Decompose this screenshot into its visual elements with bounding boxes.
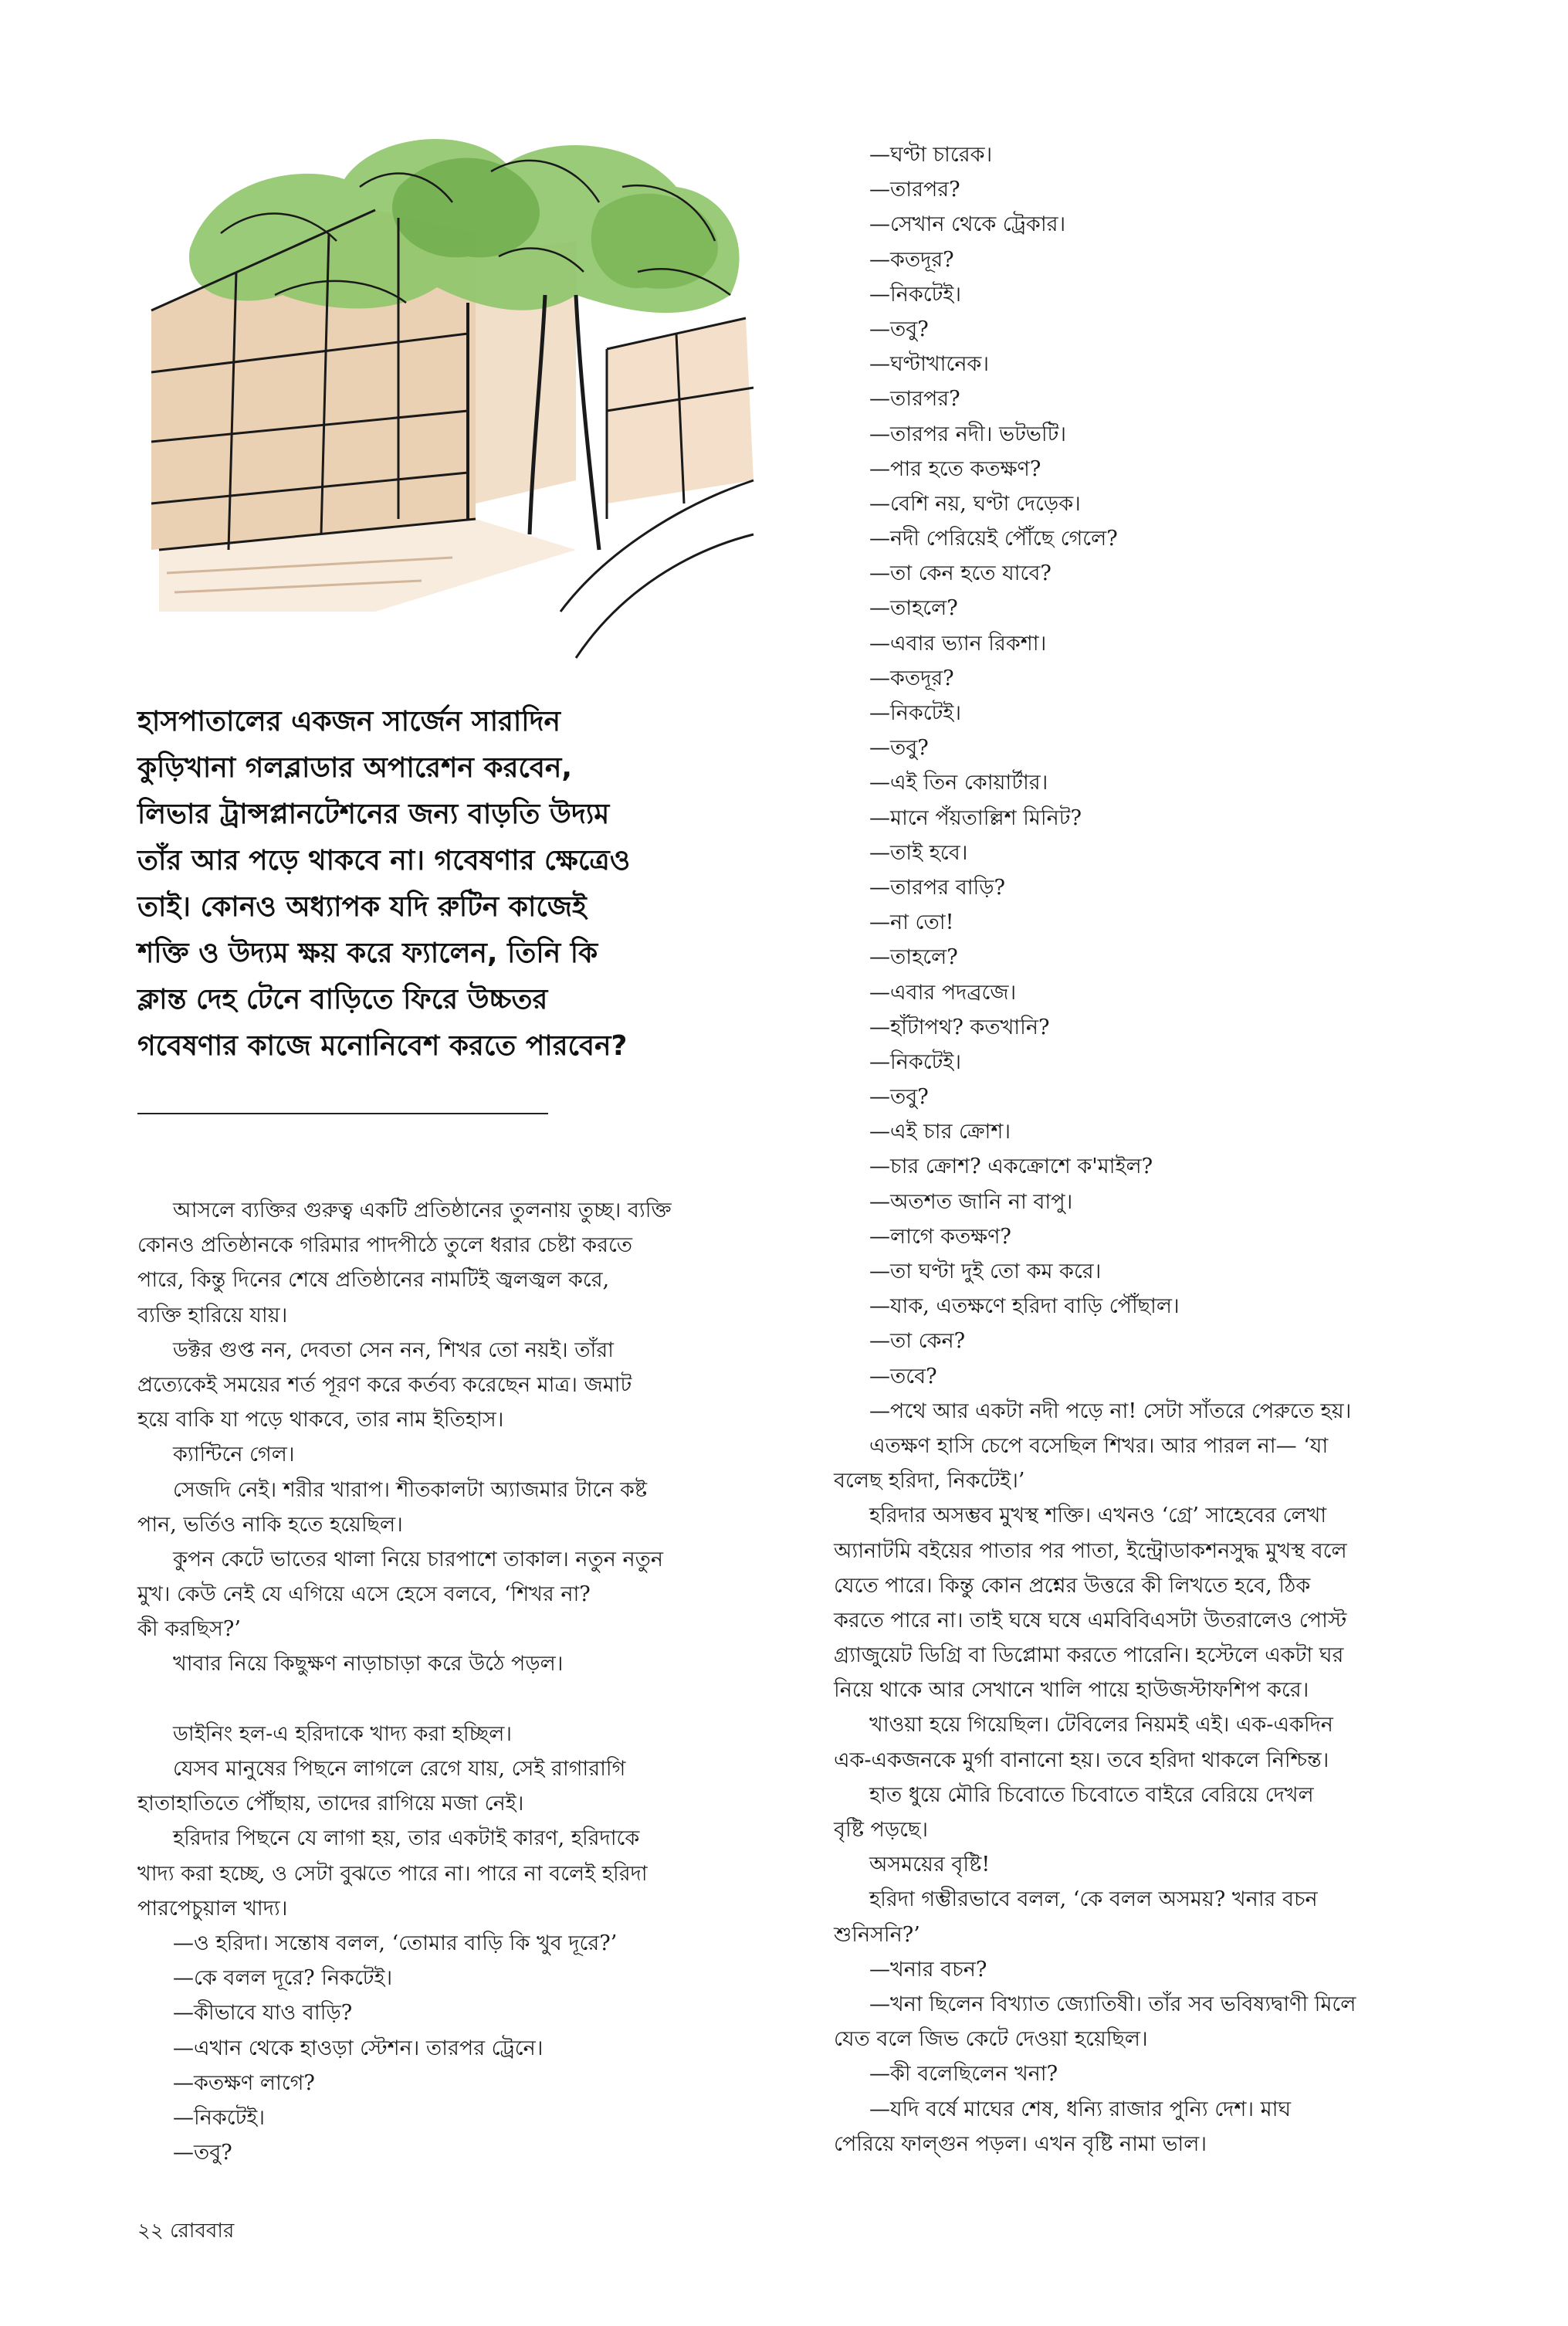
text-line: —এই চার ক্রোশ। [869, 1120, 1011, 1144]
text-line: ডাইনিং হল-এ হরিদাকে খাদ্য করা হচ্ছিল। [173, 1721, 512, 1746]
text-line: —নদী পেরিয়েই পৌঁছে গেলে? [869, 527, 1118, 551]
text-line: খাদ্য করা হচ্ছে, ও সেটা বুঝতে পারে না। পারে না বলেই হরিদা [137, 1861, 648, 1886]
text-line: এতক্ষণ হাসি চেপে বসেছিল শিখর। আর পারল না— ‘যা [869, 1433, 1329, 1458]
text-line: যেত বলে জিভ কেটে দেওয়া হয়েছিল। [834, 2027, 1148, 2052]
text-line: —সেখান থেকে ট্রেকার। [869, 212, 1066, 237]
sketch-illustration [144, 117, 758, 673]
text-line: —তবু? [869, 317, 929, 341]
text-line: —তা কেন? [869, 1329, 966, 1354]
text-line: —কে বলল দূরে? নিকটেই। [173, 1966, 393, 1991]
left-column-text [137, 1193, 755, 2170]
text-line: করতে পারে না। তাই ঘষে ঘষে এমবিবিএসটা উতরালেও পোস্ট [834, 1608, 1347, 1633]
text-line: —তা কেন হতে যাবে? [869, 561, 1052, 586]
text-line: সেজদি নেই। শরীর খারাপ। শীতকালটা অ্যাজমার টানে কষ্ট [173, 1477, 648, 1502]
text-line: হয়ে বাকি যা পড়ে থাকবে, তার নাম ইতিহাস। [137, 1408, 504, 1433]
text-line: বলেছ হরিদা, নিকটেই।’ [834, 1469, 1025, 1494]
text-line: —খনা ছিলেন বিখ্যাত জ্যোতিষী। তাঁর সব ভবিষ্যদ্বাণী মিলে [869, 1992, 1356, 2016]
text-line: —ঘণ্টা চারেক। [869, 143, 993, 167]
text-line: হাতাহাতিতে পৌঁছায়, তাদের রাগিয়ে মজা নেই। [137, 1792, 524, 1816]
pull-quote-line: শক্তি ও উদ্যম ক্ষয় করে ফ্যালেন, তিনি কি [137, 938, 598, 969]
text-line: —খনার বচন? [869, 1957, 987, 1982]
text-line: —নিকটেই। [869, 701, 961, 725]
text-line: —তাহলে? [869, 596, 958, 621]
text-line: —ও হরিদা। সন্তোষ বলল, ‘তোমার বাড়ি কি খুব দূরে?’ [173, 1931, 618, 1955]
text-line: কী করছিস?’ [137, 1617, 241, 1642]
text-line: —পার হতে কতক্ষণ? [869, 456, 1041, 481]
text-line: —পথে আর একটা নদী পড়ে না! সেটা সাঁতরে পেরুতে হয়। [869, 1399, 1352, 1423]
separator-rule [137, 1113, 548, 1114]
text-line: অসময়ের বৃষ্টি! [869, 1853, 991, 1877]
pull-quote-line: ক্লান্ত দেহ টেনে বাড়িতে ফিরে উচ্চতর [137, 984, 548, 1016]
pull-quote-line: তাই। কোনও অধ্যাপক যদি রুটিন কাজেই [137, 891, 587, 923]
text-line: —অতশত জানি না বাপু। [869, 1189, 1073, 1214]
text-line: —ঘণ্টাখানেক। [869, 352, 989, 377]
pull-quote [137, 699, 770, 1070]
text-line: —নিকটেই। [173, 2105, 265, 2130]
paragraph-gap [137, 1682, 755, 1717]
text-line: যেসব মানুষের পিছনে লাগলে রেগে যায়, সেই রাগারাগি [173, 1757, 626, 1781]
page-footer: ২২ রোববার [137, 2219, 235, 2243]
pull-quote-line: কুড়িখানা গলব্লাডার অপারেশন করবেন, [137, 752, 573, 784]
text-line: —মানে পঁয়তাল্লিশ মিনিট? [869, 805, 1082, 830]
text-line: এক-একজনকে মুর্গা বানানো হয়। তবে হরিদা থাকলে নিশ্চিন্ত। [834, 1748, 1329, 1772]
text-line: —কতদূর? [869, 666, 954, 690]
text-line: —চার ক্রোশ? একক্রোশে ক'মাইল? [869, 1155, 1153, 1179]
text-line: —নিকটেই। [869, 282, 961, 307]
text-line: —কীভাবে যাও বাড়ি? [173, 2001, 353, 2026]
text-line: বৃষ্টি পড়ছে। [834, 1818, 928, 1842]
text-line: —যাক, এতক্ষণে হরিদা বাড়ি পৌঁছাল। [869, 1294, 1180, 1319]
text-line: খাওয়া হয়ে গিয়েছিল। টেবিলের নিয়মই এই। এক-একদিন [869, 1713, 1333, 1738]
text-line: —তা ঘণ্টা দুই তো কম করে। [869, 1260, 1102, 1283]
text-line: আসলে ব্যক্তির গুরুত্ব একটি প্রতিষ্ঠানের তুলনায় তুচ্ছ। ব্যক্তি [173, 1199, 672, 1222]
text-line: —এবার ভ্যান রিকশা। [869, 631, 1047, 656]
text-line: —তাই হবে। [869, 840, 968, 865]
text-line: কুপন কেটে ভাতের থালা নিয়ে চারপাশে তাকাল। নতুন নতুন [173, 1547, 663, 1572]
text-line: —নিকটেই। [869, 1049, 961, 1074]
text-line: —তারপর নদী। ভটভটি। [869, 422, 1067, 446]
text-line: হরিদার অসম্ভব মুখস্থ শক্তি। এখনও ‘গ্রে’ সাহেবের লেখা [869, 1504, 1327, 1528]
text-line: —তারপর বাড়ি? [869, 875, 1006, 900]
text-line: পেরিয়ে ফাল্গুন পড়ল। এখন বৃষ্টি নামা ভাল। [834, 2131, 1207, 2156]
text-line: মুখ। কেউ নেই যে এগিয়ে এসে হেসে বলবে, ‘শিখর না? [137, 1582, 591, 1607]
text-line: শুনিসনি?’ [834, 1922, 920, 1947]
text-line: কোনও প্রতিষ্ঠানকে গরিমার পাদপীঠে তুলে ধরার চেষ্টা করতে [137, 1233, 633, 1258]
text-line: ডক্টর গুপ্ত নন, দেবতা সেন নন, শিখর তো নয়ই। তাঁরা [173, 1338, 614, 1362]
text-line: —এবার পদব্রজে। [869, 980, 1017, 1005]
text-line: —তবু? [869, 736, 929, 761]
text-line: —এখান থেকে হাওড়া স্টেশন। তারপর ট্রেনে। [173, 2036, 544, 2060]
text-line: হরিদার পিছনে যে লাগা হয়, তার একটাই কারণ, হরিদাকে [173, 1826, 640, 1851]
text-line: পারে, কিন্তু দিনের শেষে প্রতিষ্ঠানের নামটিই জ্বলজ্বল করে, [137, 1268, 610, 1293]
pull-quote-line: হাসপাতালের একজন সার্জেন সারাদিন [137, 706, 560, 737]
text-line: পান, ভর্তিও নাকি হতে হয়েছিল। [137, 1512, 403, 1537]
text-line: —কতক্ষণ লাগে? [173, 2070, 315, 2095]
pull-quote-line: তাঁর আর পড়ে থাকবে না। গবেষণার ক্ষেত্রেও [137, 845, 631, 876]
pull-quote-line: লিভার ট্রান্সপ্লানটেশনের জন্য বাড়তি উদ্যম [137, 799, 610, 830]
right-column-text [834, 137, 1451, 2162]
text-line: অ্যানাটমি বইয়ের পাতার পর পাতা, ইন্ট্রোডাকশনসুদ্ধ মুখস্থ বলে [834, 1538, 1347, 1563]
text-line: গ্র্যাজুয়েট ডিগ্রি বা ডিপ্লোমা করতে পারেনি। হস্টেলে একটা ঘর [834, 1643, 1344, 1668]
text-line: —তবে? [869, 1364, 937, 1388]
text-line: —কতদূর? [869, 247, 954, 272]
text-line: ব্যক্তি হারিয়ে যায়। [137, 1303, 288, 1327]
text-line: ক্যান্টিনে গেল। [173, 1443, 295, 1467]
text-line: হাত ধুয়ে মৌরি চিবোতে চিবোতে বাইরে বেরিয়ে দেখল [869, 1782, 1314, 1807]
pull-quote-line: গবেষণার কাজে মনোনিবেশ করতে পারবেন? [137, 1030, 628, 1062]
text-line: —লাগে কতক্ষণ? [869, 1224, 1011, 1249]
text-line: হরিদা গম্ভীরভাবে বলল, ‘কে বলল অসময়? খনার বচন [869, 1887, 1318, 1912]
text-line: —বেশি নয়, ঘণ্টা দেড়েক। [869, 491, 1081, 516]
text-line: নিয়ে থাকে আর সেখানে খালি পায়ে হাউজস্টাফশিপ করে। [834, 1678, 1309, 1703]
text-line: —যদি বর্ষে মাঘের শেষ, ধন্যি রাজার পুন্যি দেশ। মাঘ [869, 2097, 1292, 2121]
text-line: —তবু? [173, 2141, 232, 2165]
text-line: যেতে পারে। কিন্তু কোন প্রশ্নের উত্তরে কী লিখতে হবে, ঠিক [834, 1573, 1311, 1598]
text-line: —তারপর? [869, 387, 960, 412]
text-line: —তারপর? [869, 178, 960, 202]
text-line: —কী বলেছিলেন খনা? [869, 2062, 1058, 2087]
text-line: —এই তিন কোয়ার্টার। [869, 771, 1048, 795]
text-line: পারপেচুয়াল খাদ্য। [137, 1896, 288, 1921]
text-line: —হাঁটাপথ? কতখানি? [869, 1015, 1050, 1039]
text-line: —না তো! [869, 910, 954, 935]
text-line: —তাহলে? [869, 945, 958, 970]
text-line: প্রত্যেকেই সময়ের শর্ত পূরণ করে কর্তব্য করেছেন মাত্র। জমাট [137, 1372, 632, 1397]
text-line: —তবু? [869, 1085, 929, 1110]
text-line: খাবার নিয়ে কিছুক্ষণ নাড়াচাড়া করে উঠে পড়ল। [173, 1652, 564, 1677]
